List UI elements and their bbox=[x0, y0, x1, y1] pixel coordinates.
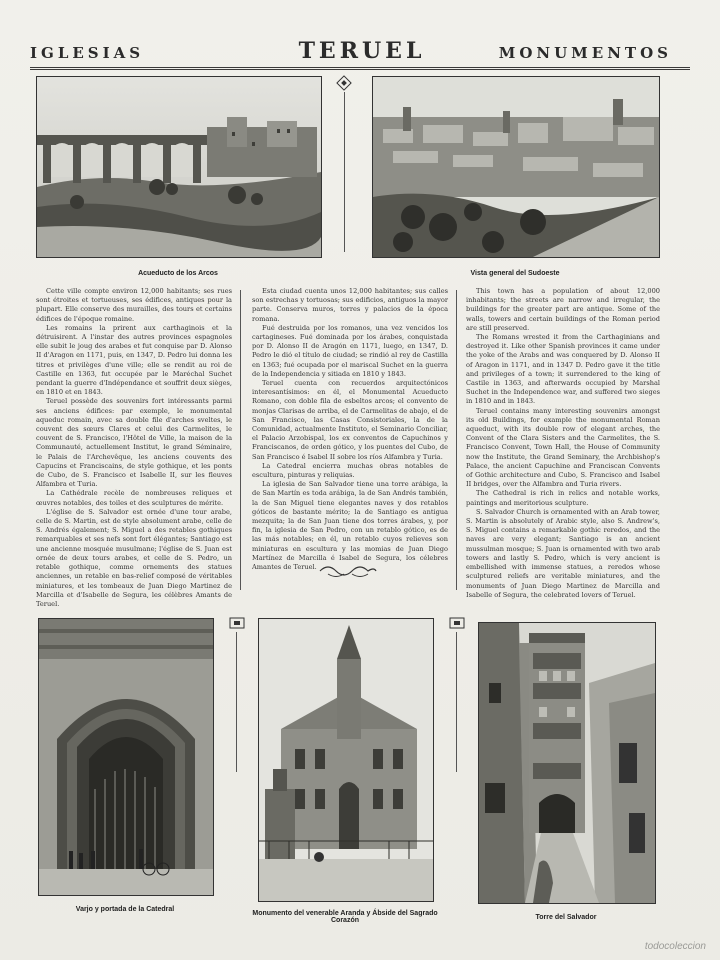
caption-cathedral-portal: Varjo y portada de la Catedral bbox=[75, 906, 175, 913]
photo-cathedral-portal bbox=[38, 618, 214, 896]
spanish-paragraph: Teruel cuenta con recuerdos arquitectónicos interesantísimos: en él, el Monumental Acueducto Romano, con doble fila de esbeltos arcos; el convento de monjas Clarisas de arriba, el de Carmelitas de abajo, el de San Francisco, las Casas Consistoriales, la de la Comunidad, actualmente Instituto, el Seminario Conciliar, el Palacio Arzobispal, los ex conventos de Capuchinos y Franciscanos, de orden gótico, y los puentes del Cubo, de San Francisco é Isabel II sobre los ríos Alfambra y Turia. bbox=[252, 379, 448, 461]
pillar-ornament-icon bbox=[449, 616, 465, 630]
french-paragraph: Les romains la prirent aux carthaginois et la détruisirent. A l'instar des autres provinces espagnoles elle subit le joug des arabes et fut conquise par D. Alonso II d'Aragon en 1171, puis, en 1347, D. Pedro lui donna les titres et privilèges d'une ville; elle se rendit au roi de Castille en 1363, fut occupée par le Maréchal Suchet pendant la guerre d'Indépendance et souffrit deux sièges, en 1810 et en 1843. bbox=[36, 323, 232, 397]
english-paragraph: This town has a population of about 12,000 inhabitants; the streets are narrow and irregular, the buildings for the greater part are antique. Some of the walls, towers and certain buildings of the Roman period are still preserved. bbox=[466, 287, 660, 332]
bottom-divider-left bbox=[236, 632, 237, 772]
spanish-paragraph: Esta ciudad cuenta unos 12,000 habitantes; sus calles son estrechas y tortuosas; sus edificios, antiguos la mayor parte. Conserva muros, torres y palacios de la época romana. bbox=[252, 287, 448, 323]
english-paragraph: S. Salvador Church is ornamented with an Arab tower, S. Martin is absolutely of Arabic style, also S. Andrew's, S. Miguel contains a remarkable gothic reredos, and the naves are very elegant; Santiago is an ancient mussulman mosque; S. Juan is ornamented with two arab towers and lastly S. Pedro, which is very ancient is embellished with immense statues, a reredos whose sculptured reliefs are veritable miniatures, and the monuments of Juan Diego Martinez de Marcilla and Isabelle of Segura, the celebrated lovers of Teruel. bbox=[466, 507, 660, 599]
caption-aqueduct: Acueducto de los Arcos bbox=[138, 270, 218, 277]
spanish-paragraph: La iglesia de San Salvador tiene una torre arábiga, la de San Martín es toda arábiga, la de San Andrés también, la de San Miguel tiene elegantes naves y dos retablos góticos de bastante mérito; la de Santiago es antigua mezquita; la de San Juan tiene dos torres árabes, y, por fin, la iglesia de San Pedro, con un retablo gótico, es de las más notables; en él, un retablo cuyos relieves son miniaturas en escultura y las momias de Juan Diego Martínez de Marcilla é Isabel de Segura, los célebres Amantes de Teruel. bbox=[252, 480, 448, 572]
page-header bbox=[0, 38, 720, 78]
english-paragraph: The Romans wrested it from the Carthaginians and destroyed it. Like other Spanish provinces it came under the yoke of the Arabs and was conquered by D. Alonso II of Aragon in 1171, and in 1347 D. Pedro gave it the title and privileges of a town; it surrendered to the king of Castile in 1363, and afterwards occupied by Marshal Suchet in the Independence war, and suffered two sieges in 1810 and in 1843. bbox=[466, 333, 660, 406]
header-left-title: IGLESIAS bbox=[30, 44, 145, 62]
french-paragraph: Cette ville compte environ 12,000 habitants; ses rues sont étroites et tortueuses, ses édifices, antiques pour la plupart. Elle conserve des murailles, des tours et certains édifices de l'époque romaine. bbox=[36, 287, 232, 323]
french-paragraph: Teruel possède des souvenirs fort intéressants parmi ses anciens édifices: par exemple, le monumental aqueduc romain, avec sa double file d'arches sveltes, le couvent des sœurs Clares et celui des Carmelites, le couvent de S. Francisco, l'Hôtel de Ville, la maison de la Communauté, actuellement Institut, le grand Séminaire, le Palais de l'Archevêque, les anciens couvents des Capucins et Franciscains, de style gothique, et les ponts de Cubo, de S. Francisco et Isabelle II, sur les fleuves Alfambra et Turia. bbox=[36, 397, 232, 489]
photo-aranda-monument bbox=[258, 618, 434, 902]
header-center-title: TERUEL bbox=[298, 38, 426, 64]
header-rule-2 bbox=[30, 69, 690, 70]
ornament-icon bbox=[337, 76, 351, 90]
french-paragraph: L'église de S. Salvador est ornée d'une tour arabe, celle de S. Martin, est de style absolument arabe, celle de S. Andrés également; S. Miguel a des retables gothiques remarquables et ses nefs sont fort élégantes; Santiago est une ancienne mosquée musulmane; l'église de S. Juan est ornée de deux tours arabes, et celle de S. Pedro, un retable gothique, comme ornements des statues anciennes, un retable en bas-relief composé de véritables miniatures, et les tombeaux de Juan Diego Martinez de Marcilla et d'Isabelle de Segura, les célèbres Amants de Teruel. bbox=[36, 507, 232, 608]
caption-salvador-tower: Torre del Salvador bbox=[535, 914, 597, 921]
english-paragraph: Teruel contains many interesting souvenirs amongst its old Buildings, for example the monumental Roman aqueduct, with its double row of elegant arches, the Convent of the Clara Sisters and the Carmelites, the S. Francisco Convent, Town Hall, the House of Community now the Institute, the Grand Seminary, the Archbishop's Palace, the ancient Capuchine and Franciscan Convents of Gothic architecture and Cubo, S. Francisco and Isabel II bridges, over the Alfambra and Turia rivers. bbox=[466, 406, 660, 489]
column-divider-right bbox=[456, 290, 457, 590]
caption-general-view: Vista general del Sudoeste bbox=[470, 270, 560, 277]
column-english bbox=[466, 287, 660, 599]
english-paragraph: The Cathedral is rich in relics and notable works, paintings and meritorious sculpture. bbox=[466, 489, 660, 507]
bottom-divider-right bbox=[456, 632, 457, 772]
column-spanish bbox=[252, 287, 448, 572]
photo-salvador-tower bbox=[478, 622, 656, 904]
header-rule bbox=[30, 67, 690, 68]
watermark: todocoleccion bbox=[644, 941, 706, 952]
column-divider-left bbox=[240, 290, 241, 590]
photo-general-view bbox=[372, 76, 660, 258]
scroll-ornament-icon bbox=[318, 562, 378, 580]
column-french bbox=[36, 287, 232, 608]
caption-aranda-monument: Monumento del venerable Aranda y Ábside del Sagrado Corazón bbox=[252, 910, 438, 924]
pillar-ornament-icon bbox=[229, 616, 245, 630]
french-paragraph: La Cathédrale recèle de nombreuses reliques et œuvres notables, des toiles et des sculptures de mérite. bbox=[36, 489, 232, 507]
photo-aqueduct bbox=[36, 76, 322, 258]
spanish-paragraph: Fué destruida por los romanos, una vez vencidos los cartagineses. Fué dominada por los árabes, conquistada por D. Alonso II de Aragón en 1171, luego, en 1347, D. Pedro le dió el título de ciudad; se rindió al rey de Castilla en 1363; fué ocupada por el mariscal Suchet en la guerra de la Independencia y sitiada en 1810 y 1843. bbox=[252, 323, 448, 378]
center-divider bbox=[344, 92, 345, 252]
spanish-paragraph: La Catedral encierra muchas obras notables de escultura, pinturas y reliquias. bbox=[252, 461, 448, 480]
header-right-title: MONUMENTOS bbox=[498, 44, 672, 62]
